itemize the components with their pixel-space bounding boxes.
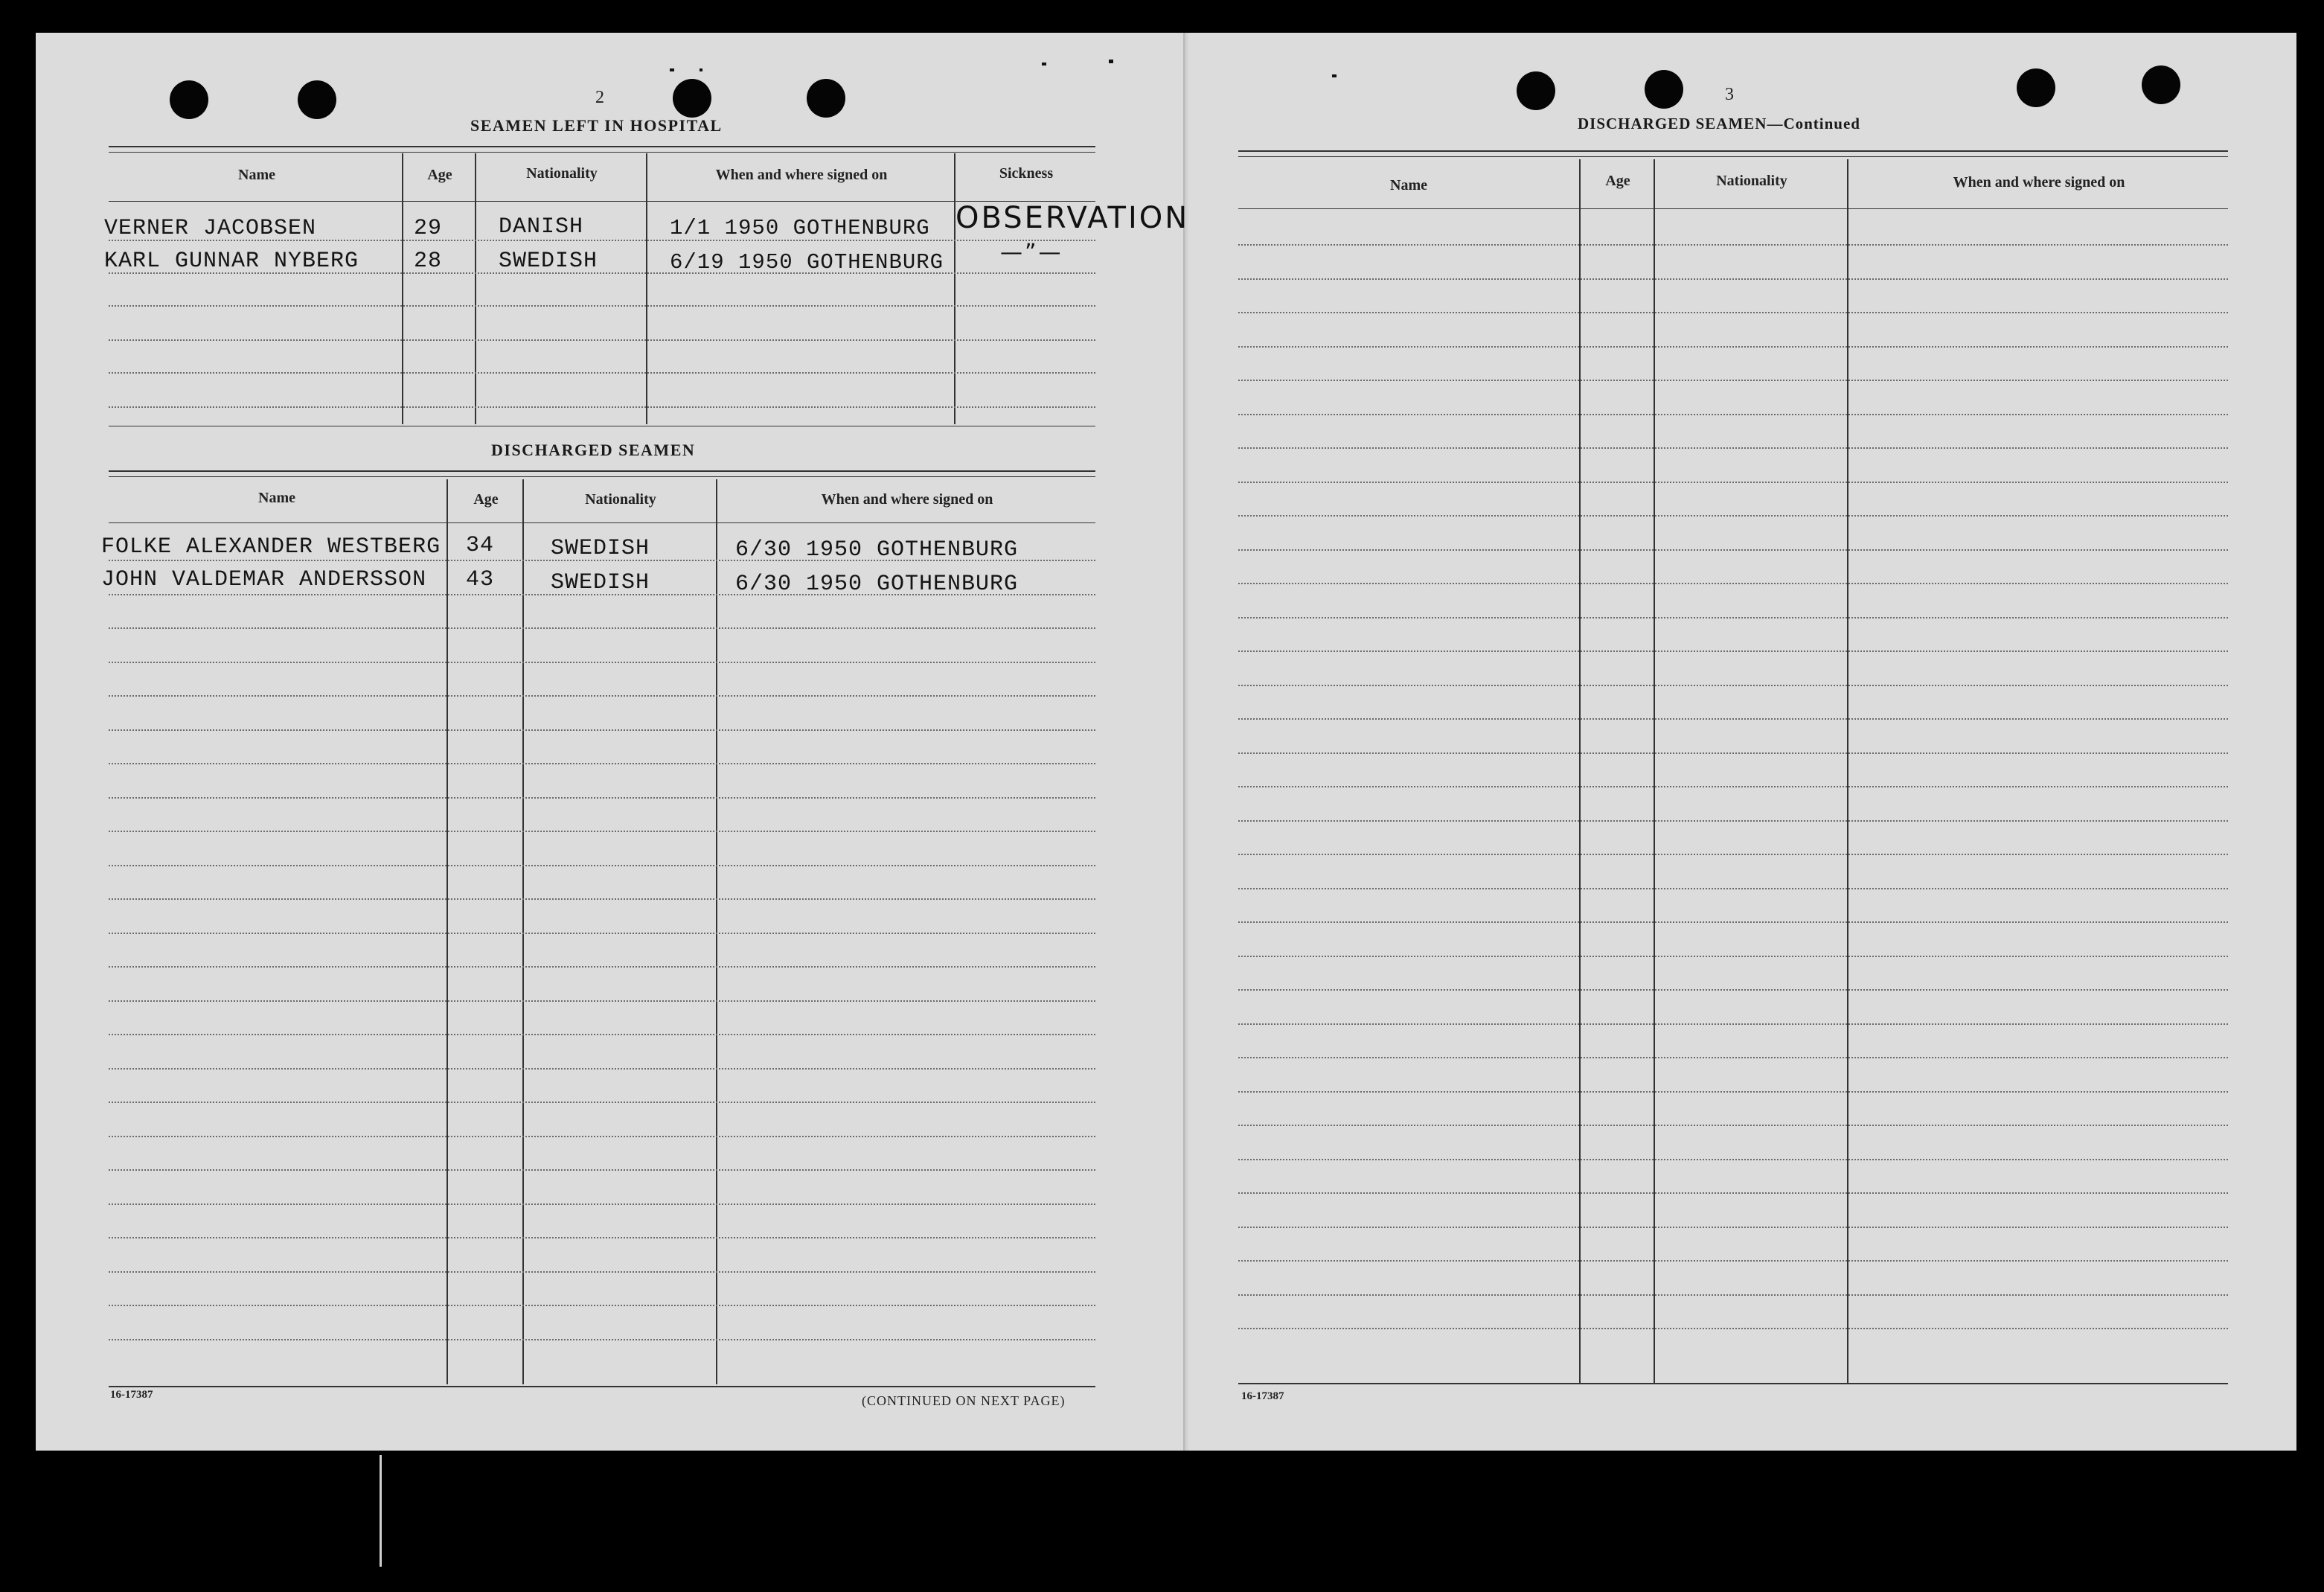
discharged-continued-title: DISCHARGED SEAMEN—Continued xyxy=(1578,115,1860,132)
row-line xyxy=(109,1305,1095,1306)
continued-col-nationality: Nationality xyxy=(1716,173,1787,189)
row-line xyxy=(109,763,1095,764)
row-line xyxy=(109,1000,1095,1002)
row-line xyxy=(109,797,1095,799)
hospital-table-top-rule xyxy=(109,152,1095,153)
hospital-signed-on-cell: 1/1 1950 GOTHENBURG xyxy=(670,216,930,240)
hospital-section-title: SEAMEN LEFT IN HOSPITAL xyxy=(470,116,723,135)
row-line xyxy=(1238,380,2228,381)
row-line xyxy=(109,1102,1095,1103)
hospital-row-line xyxy=(109,339,1095,341)
page-fold-shadow xyxy=(1185,33,1189,1451)
hospital-table-top-rule xyxy=(109,146,1095,147)
hospital-sickness-ditto: —”— xyxy=(1000,240,1063,266)
row-line xyxy=(109,1136,1095,1137)
row-line xyxy=(109,627,1095,629)
row-line xyxy=(1238,1192,2228,1194)
row-line xyxy=(1238,989,2228,991)
continued-col-signed-on: When and where signed on xyxy=(1953,174,2125,191)
row-line xyxy=(109,933,1095,934)
punch-hole xyxy=(807,79,845,118)
row-line xyxy=(1238,1227,2228,1228)
row-line xyxy=(109,831,1095,832)
row-line xyxy=(109,695,1095,697)
discharged-col-divider xyxy=(716,479,717,1384)
discharged-signed-on-cell: 6/30 1950 GOTHENBURG xyxy=(735,537,1019,563)
discharged-signed-on-cell: 6/30 1950 GOTHENBURG xyxy=(735,572,1019,597)
row-line xyxy=(109,560,1095,561)
hospital-col-divider xyxy=(475,153,476,424)
hospital-col-age: Age xyxy=(427,167,452,183)
row-line xyxy=(109,729,1095,731)
row-line xyxy=(109,1169,1095,1171)
row-line xyxy=(1238,515,2228,517)
row-line xyxy=(1238,1159,2228,1160)
form-number: 16-17387 xyxy=(1241,1390,1284,1402)
row-line xyxy=(1238,1260,2228,1262)
ink-speck xyxy=(1109,60,1113,63)
row-line xyxy=(1238,1125,2228,1126)
row-line xyxy=(109,1034,1095,1035)
punch-hole xyxy=(2142,65,2180,104)
row-line xyxy=(1238,414,2228,415)
discharged-table-top-rule xyxy=(109,476,1095,477)
discharged-name-cell: JOHN VALDEMAR ANDERSSON xyxy=(101,567,427,592)
row-line xyxy=(1238,1023,2228,1025)
row-line xyxy=(1238,482,2228,483)
row-line xyxy=(1238,956,2228,957)
continued-col-name: Name xyxy=(1390,177,1427,194)
hospital-age-cell: 28 xyxy=(414,249,443,274)
row-line xyxy=(1238,685,2228,686)
form-number: 16-17387 xyxy=(110,1389,153,1401)
ink-speck xyxy=(700,68,702,71)
discharged-table-top-rule xyxy=(109,470,1095,472)
punch-hole xyxy=(1645,70,1683,109)
discharged-col-nationality: Nationality xyxy=(585,491,656,508)
row-line xyxy=(1238,1328,2228,1329)
continued-table-top-rule xyxy=(1238,150,2228,152)
punch-hole xyxy=(1517,71,1555,110)
row-line xyxy=(109,1203,1095,1205)
discharged-nationality-cell: SWEDISH xyxy=(551,536,650,561)
discharged-col-name: Name xyxy=(258,490,295,506)
row-line xyxy=(1238,549,2228,551)
row-line xyxy=(1238,1057,2228,1058)
row-line xyxy=(1238,447,2228,449)
hospital-row-line xyxy=(109,406,1095,408)
row-line xyxy=(1238,312,2228,313)
hospital-row-line xyxy=(109,305,1095,307)
hospital-nationality-cell: SWEDISH xyxy=(499,249,598,274)
page-number: 3 xyxy=(1725,85,1734,104)
row-line xyxy=(1238,1091,2228,1093)
row-line xyxy=(1238,888,2228,889)
hospital-nationality-cell: DANISH xyxy=(499,214,584,240)
discharged-nationality-cell: SWEDISH xyxy=(551,570,650,595)
row-line xyxy=(1238,921,2228,923)
row-line xyxy=(109,865,1095,866)
discharged-section-title: DISCHARGED SEAMEN xyxy=(491,441,696,459)
page-number: 2 xyxy=(595,88,604,107)
discharged-table-bottom-rule xyxy=(109,1386,1095,1387)
ink-speck xyxy=(670,68,674,71)
row-line xyxy=(109,1068,1095,1070)
hospital-col-name: Name xyxy=(238,167,275,183)
discharged-header-rule xyxy=(109,522,1095,523)
discharged-age-cell: 43 xyxy=(466,567,495,592)
row-line xyxy=(109,594,1095,595)
row-line xyxy=(1238,617,2228,618)
row-line xyxy=(109,1339,1095,1340)
row-line xyxy=(1238,820,2228,822)
row-line xyxy=(109,1271,1095,1273)
hospital-col-signed-on: When and where signed on xyxy=(715,167,888,183)
discharged-col-signed-on: When and where signed on xyxy=(821,491,993,508)
row-line xyxy=(1238,650,2228,652)
row-line xyxy=(1238,1294,2228,1296)
ink-speck xyxy=(1042,63,1046,65)
hospital-col-sickness: Sickness xyxy=(999,165,1054,182)
row-line xyxy=(1238,346,2228,348)
row-line xyxy=(1238,854,2228,855)
discharged-name-cell: FOLKE ALEXANDER WESTBERG xyxy=(101,534,441,560)
hospital-name-cell: VERNER JACOBSEN xyxy=(104,216,317,241)
discharged-col-divider xyxy=(522,479,524,1384)
discharged-age-cell: 34 xyxy=(466,533,495,558)
row-line xyxy=(1238,244,2228,246)
row-line xyxy=(1238,752,2228,754)
row-line xyxy=(109,966,1095,968)
punch-hole xyxy=(673,79,711,118)
ink-speck xyxy=(1332,74,1337,77)
hospital-header-rule xyxy=(109,201,1095,202)
hospital-name-cell: KARL GUNNAR NYBERG xyxy=(104,249,359,274)
continued-col-divider xyxy=(1847,159,1848,1383)
row-line xyxy=(1238,786,2228,787)
hospital-col-divider xyxy=(954,153,955,424)
row-line xyxy=(109,1237,1095,1238)
continued-col-divider xyxy=(1654,159,1655,1383)
discharged-col-divider xyxy=(446,479,448,1384)
row-line xyxy=(109,662,1095,663)
row-line xyxy=(109,898,1095,900)
row-line xyxy=(1238,278,2228,280)
hospital-col-divider xyxy=(402,153,403,424)
hospital-age-cell: 29 xyxy=(414,216,443,241)
hospital-sickness-cell: OBSERVATION xyxy=(955,201,1190,235)
continued-col-divider xyxy=(1579,159,1581,1383)
row-line xyxy=(1238,718,2228,720)
row-line xyxy=(1238,583,2228,584)
hospital-col-nationality: Nationality xyxy=(526,165,598,182)
continued-table-bottom-rule xyxy=(1238,1383,2228,1384)
hospital-signed-on-cell: 6/19 1950 GOTHENBURG xyxy=(670,250,944,275)
continued-note: (CONTINUED ON NEXT PAGE) xyxy=(862,1393,1066,1408)
punch-hole xyxy=(298,80,336,119)
hospital-col-divider xyxy=(646,153,647,424)
discharged-col-age: Age xyxy=(473,491,499,508)
punch-hole xyxy=(2017,68,2055,107)
continued-col-age: Age xyxy=(1605,173,1630,189)
hospital-row-line xyxy=(109,372,1095,374)
continued-table-top-rule xyxy=(1238,156,2228,157)
continued-header-rule xyxy=(1238,208,2228,209)
punch-hole xyxy=(170,80,208,119)
ink-speck xyxy=(380,1455,382,1567)
